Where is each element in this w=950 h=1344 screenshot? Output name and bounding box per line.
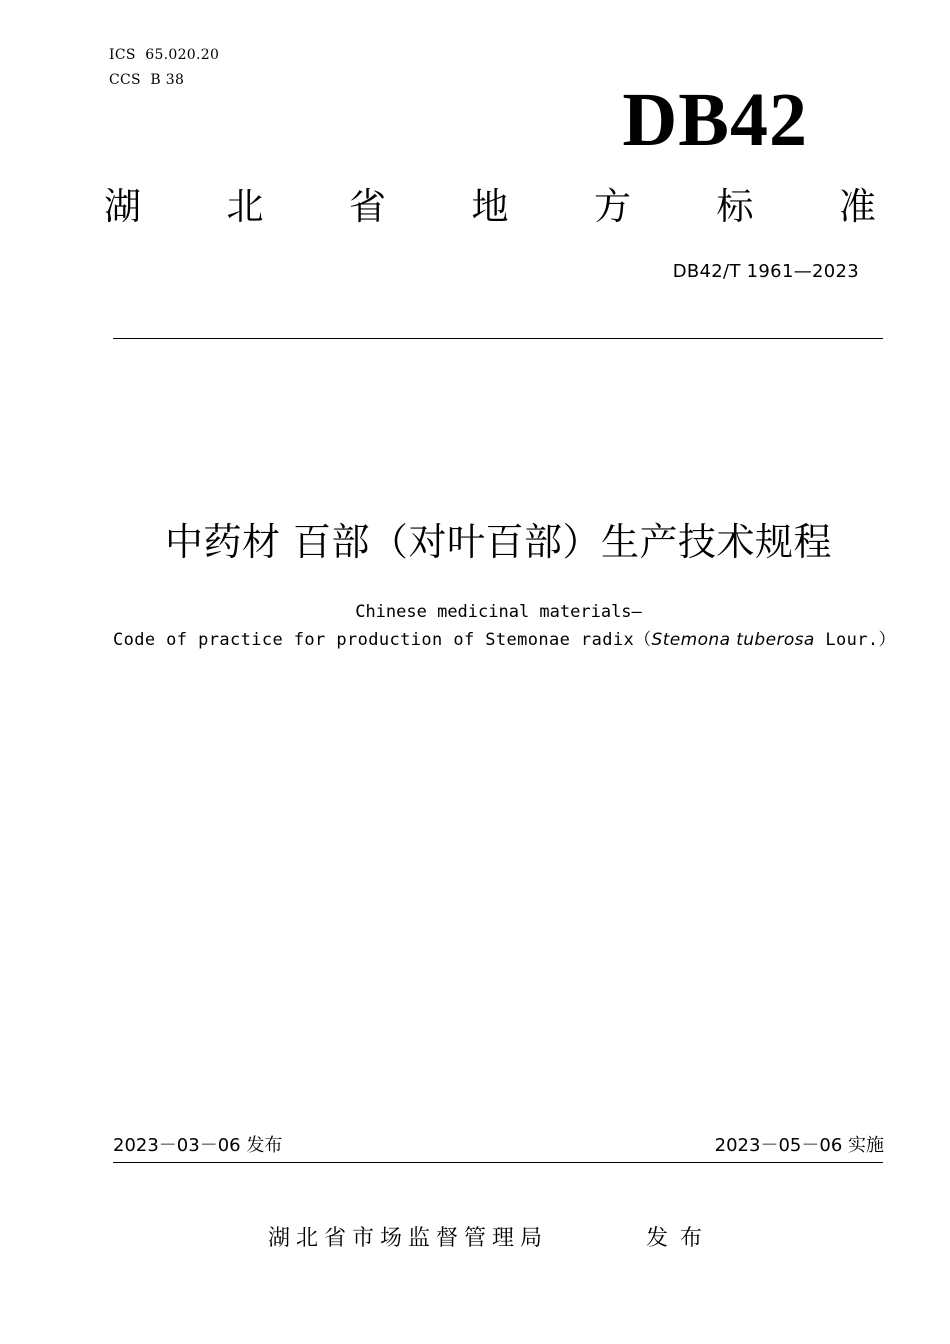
top-divider [113, 338, 883, 339]
bottom-divider [113, 1162, 883, 1163]
title-english-prefix: Code of practice for production of Stemonae radix（ [113, 630, 652, 650]
standard-type-heading [104, 184, 876, 230]
standard-type-char: 方 [594, 185, 631, 228]
standard-type-char: 省 [349, 185, 386, 228]
title-chinese: 中药材 百部（对叶百部）生产技术规程 [164, 520, 833, 564]
issuing-action: 发布 [646, 1226, 715, 1251]
title-english-suffix: Lour.） [814, 630, 896, 650]
ics-code: ICS 65.020.20 [109, 47, 220, 63]
standard-type-char: 标 [716, 185, 754, 228]
standard-number: DB42/T 1961—2023 [672, 261, 859, 282]
issuing-authority: 湖北省市场监督管理局 [268, 1226, 549, 1251]
title-english-line1: Chinese medicinal materials— [355, 602, 642, 622]
implementation-date: 2023－05－06 实施 [714, 1135, 884, 1156]
species-name: Stemona tuberosa [651, 630, 815, 650]
standard-type-char: 地 [471, 185, 509, 228]
title-english-line2 [113, 628, 896, 652]
standard-type-char: 北 [226, 185, 264, 228]
db-logo: DB42 [622, 78, 808, 162]
standard-type-char: 准 [839, 185, 876, 228]
ccs-code: CCS B 38 [109, 72, 185, 88]
standard-type-char: 湖 [104, 185, 141, 228]
issue-date: 2023－03－06 发布 [113, 1135, 283, 1156]
